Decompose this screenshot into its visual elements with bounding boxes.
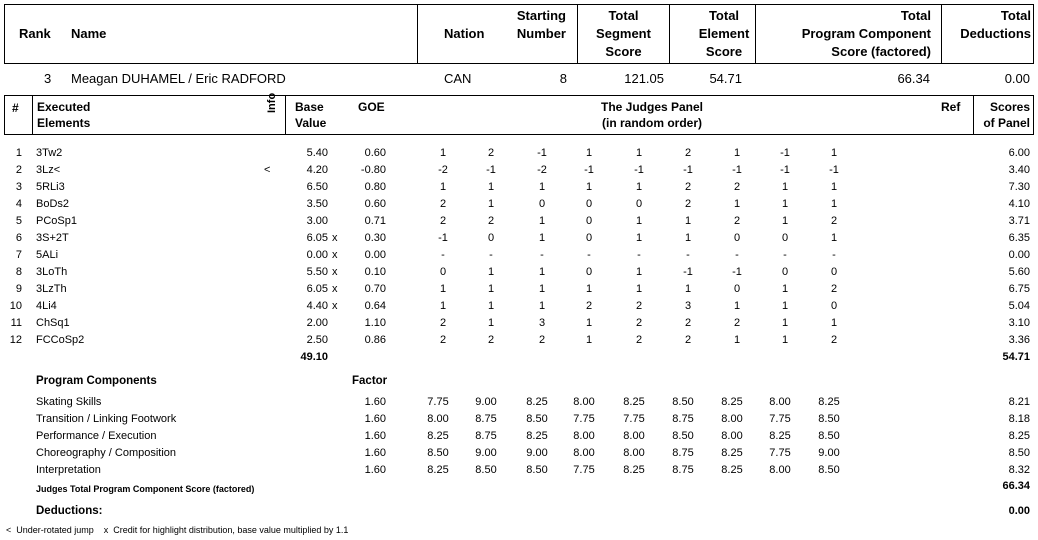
skater-row [0, 69, 1038, 89]
deductions-value: 0.00 [1008, 505, 1030, 517]
judge-mark: 1 [684, 232, 692, 244]
elements-score-total: 54.71 [1002, 351, 1030, 363]
component-name: Interpretation [36, 464, 101, 476]
judge-mark: 8.50 [526, 413, 548, 425]
element-score: 0.00 [1008, 249, 1030, 261]
judge-mark: 1 [487, 317, 495, 329]
judge-mark: 0 [733, 232, 741, 244]
element-goe: 0.00 [364, 249, 386, 261]
total-deductions-header: Total Deductions [960, 8, 1031, 41]
base-value-header: Base Value [295, 100, 327, 130]
element-number: 6 [15, 232, 22, 244]
element-code: PCoSp1 [36, 215, 77, 227]
element-x-flag: x [332, 300, 338, 312]
element-base-value: 4.20 [306, 164, 328, 176]
judge-mark: 1 [439, 181, 447, 193]
judge-mark: 8.25 [526, 396, 548, 408]
nation-header: Nation [444, 26, 485, 41]
deductions-label: Deductions: [36, 505, 103, 517]
component-factor: 1.60 [364, 430, 386, 442]
judge-mark: 0 [585, 266, 593, 278]
judge-mark: 8.50 [526, 464, 548, 476]
judge-mark: 2 [439, 198, 447, 210]
element-score: 5.60 [1008, 266, 1030, 278]
judge-mark: 1 [781, 215, 789, 227]
judge-mark: 2 [635, 317, 643, 329]
element-goe: 0.10 [364, 266, 386, 278]
element-number: 12 [9, 334, 22, 346]
judge-mark: 1 [439, 147, 447, 159]
judge-mark: 2 [733, 181, 741, 193]
judge-mark: -1 [780, 147, 790, 159]
judges-panel-header: The Judges Panel (in random order) [600, 100, 704, 130]
judge-mark: 1 [830, 181, 838, 193]
element-base-value: 5.50 [306, 266, 328, 278]
element-code: 3LoTh [36, 266, 68, 278]
judge-mark: -1 [438, 232, 448, 244]
judge-mark: 8.50 [818, 430, 840, 442]
element-number: 5 [15, 215, 22, 227]
judge-mark: 1 [635, 266, 643, 278]
judge-mark: - [735, 249, 739, 261]
element-base-value: 2.50 [306, 334, 328, 346]
element-number: 9 [15, 283, 22, 295]
element-score: 3.71 [1008, 215, 1030, 227]
component-name: Transition / Linking Footwork [36, 413, 177, 425]
component-score: 8.18 [1008, 413, 1030, 425]
skater-name: Meagan DUHAMEL / Eric RADFORD [71, 71, 286, 86]
skater-rank: 3 [44, 71, 52, 86]
element-goe: 0.30 [364, 232, 386, 244]
element-code: ChSq1 [36, 317, 70, 329]
element-goe: 0.80 [364, 181, 386, 193]
element-base-value: 6.05 [306, 283, 328, 295]
component-score: 8.50 [1008, 447, 1030, 459]
component-factor: 1.60 [364, 464, 386, 476]
judge-mark: 2 [487, 334, 495, 346]
judge-mark: - [587, 249, 591, 261]
judge-mark: 8.25 [721, 447, 743, 459]
total-pcs-header: Total Program Component Score (factored) [801, 8, 931, 59]
judge-mark: 1 [781, 334, 789, 346]
divider [417, 4, 418, 64]
judge-mark: 1 [487, 181, 495, 193]
judge-mark: 1 [684, 283, 692, 295]
judge-mark: 1 [585, 147, 593, 159]
element-score: 3.40 [1008, 164, 1030, 176]
component-name: Choreography / Composition [36, 447, 177, 459]
total-segment-score-header: Total Segment Score [596, 8, 651, 59]
component-name: Performance / Execution [36, 430, 157, 442]
goe-header: GOE [358, 100, 385, 114]
judge-mark: 8.75 [672, 464, 694, 476]
judge-mark: 8.00 [769, 464, 791, 476]
judge-mark: 8.25 [623, 464, 645, 476]
element-code: 3LzTh [36, 283, 67, 295]
judge-mark: 8.00 [573, 430, 595, 442]
judge-mark: - [489, 249, 493, 261]
element-score: 6.75 [1008, 283, 1030, 295]
judge-mark: 1 [635, 147, 643, 159]
skater-start-number: 8 [559, 71, 567, 86]
judge-mark: 8.00 [721, 430, 743, 442]
judge-mark: 1 [781, 300, 789, 312]
judge-mark: - [441, 249, 445, 261]
element-base-value: 6.50 [306, 181, 328, 193]
skater-pcs: 66.34 [897, 71, 930, 86]
judge-mark: 0 [487, 232, 495, 244]
judge-mark: 7.75 [623, 413, 645, 425]
element-code: 3Tw2 [36, 147, 63, 159]
element-code: 5ALi [36, 249, 59, 261]
component-factor: 1.60 [364, 413, 386, 425]
judge-mark: 0 [585, 215, 593, 227]
element-code: 3S+2T [36, 232, 69, 244]
judge-mark: -1 [683, 266, 693, 278]
judge-mark: 2 [830, 215, 838, 227]
element-goe: 0.86 [364, 334, 386, 346]
number-header: # [12, 101, 19, 115]
element-code: 3Lz< [36, 164, 61, 176]
starting-number-header: Starting Number [516, 8, 566, 41]
judge-mark: 3 [538, 317, 546, 329]
judge-mark: 8.50 [427, 447, 449, 459]
judge-mark: 1 [439, 300, 447, 312]
judge-mark: 1 [538, 232, 546, 244]
judge-mark: 1 [635, 181, 643, 193]
judge-mark: 8.25 [427, 430, 449, 442]
judge-mark: 8.00 [623, 447, 645, 459]
judge-mark: 1 [830, 198, 838, 210]
judge-mark: 2 [439, 317, 447, 329]
judge-mark: 1 [487, 266, 495, 278]
element-base-value: 0.00 [306, 249, 328, 261]
executed-elements-header: Executed Elements [37, 100, 91, 130]
judge-mark: 2 [684, 147, 692, 159]
element-number: 2 [15, 164, 22, 176]
judge-mark: 0 [439, 266, 447, 278]
judge-mark: 8.25 [427, 464, 449, 476]
element-goe: 0.71 [364, 215, 386, 227]
elements-header-box [4, 92, 1034, 135]
component-score: 8.32 [1008, 464, 1030, 476]
element-code: BoDs2 [36, 198, 70, 210]
element-base-value: 3.00 [306, 215, 328, 227]
judge-mark: 2 [635, 300, 643, 312]
judge-mark: 8.50 [818, 464, 840, 476]
element-score: 4.10 [1008, 198, 1030, 210]
judge-mark: 1 [585, 283, 593, 295]
judge-mark: - [540, 249, 544, 261]
element-code: 4Li4 [36, 300, 57, 312]
element-number: 4 [15, 198, 22, 210]
judge-mark: -1 [634, 164, 644, 176]
program-components-title: Program Components [36, 375, 157, 387]
judge-mark: 1 [635, 283, 643, 295]
pcs-total-label: Judges Total Program Component Score (factored) [36, 484, 255, 494]
judge-mark: 2 [684, 334, 692, 346]
judge-mark: -1 [829, 164, 839, 176]
judge-mark: 9.00 [475, 396, 497, 408]
element-score: 3.10 [1008, 317, 1030, 329]
judge-mark: 0 [781, 232, 789, 244]
judge-mark: 1 [635, 232, 643, 244]
judge-mark: 1 [487, 198, 495, 210]
skater-tes: 54.71 [709, 71, 742, 86]
judge-mark: 1 [487, 283, 495, 295]
judge-mark: 7.75 [427, 396, 449, 408]
name-header: Name [71, 26, 107, 41]
component-factor: 1.60 [364, 396, 386, 408]
judge-mark: 0 [733, 283, 741, 295]
judge-mark: -2 [438, 164, 448, 176]
pcs-total-value: 66.34 [1002, 480, 1030, 492]
element-base-value: 5.40 [306, 147, 328, 159]
scores-of-panel-header: Scores of Panel [983, 100, 1030, 130]
element-score: 3.36 [1008, 334, 1030, 346]
judge-mark: 7.75 [769, 413, 791, 425]
element-goe: 0.60 [364, 198, 386, 210]
judge-mark: -1 [584, 164, 594, 176]
element-x-flag: x [332, 249, 338, 261]
judge-mark: 2 [439, 215, 447, 227]
judge-mark: 1 [585, 334, 593, 346]
judge-mark: 8.00 [769, 396, 791, 408]
judge-mark: 0 [538, 198, 546, 210]
element-base-value: 3.50 [306, 198, 328, 210]
judge-mark: 2 [733, 215, 741, 227]
element-number: 3 [15, 181, 22, 193]
element-score: 7.30 [1008, 181, 1030, 193]
element-goe: -0.80 [360, 164, 386, 176]
judge-mark: 1 [733, 334, 741, 346]
judge-mark: 8.75 [672, 413, 694, 425]
judge-mark: 0 [585, 198, 593, 210]
element-x-flag: x [332, 232, 338, 244]
base-value-total: 49.10 [300, 351, 328, 363]
judge-mark: -1 [732, 266, 742, 278]
component-name: Skating Skills [36, 396, 102, 408]
element-info: < [264, 164, 271, 176]
judge-mark: 1 [538, 283, 546, 295]
judge-mark: 2 [585, 300, 593, 312]
judge-mark: 1 [538, 266, 546, 278]
element-score: 6.35 [1008, 232, 1030, 244]
judge-mark: 7.75 [769, 447, 791, 459]
judge-mark: 0 [635, 198, 643, 210]
judge-mark: 9.00 [818, 447, 840, 459]
judge-mark: 1 [781, 317, 789, 329]
judge-mark: 2 [487, 215, 495, 227]
judge-mark: 1 [635, 215, 643, 227]
judge-mark: 3 [684, 300, 692, 312]
element-number: 8 [15, 266, 22, 278]
element-number: 1 [15, 147, 22, 159]
judge-mark: 8.00 [573, 396, 595, 408]
judge-mark: - [686, 249, 690, 261]
judge-mark: -1 [780, 164, 790, 176]
judge-mark: 1 [733, 198, 741, 210]
judge-mark: 1 [538, 215, 546, 227]
judge-mark: 9.00 [475, 447, 497, 459]
judge-mark: 1 [585, 317, 593, 329]
judge-mark: 1 [781, 283, 789, 295]
component-score: 8.25 [1008, 430, 1030, 442]
judge-mark: -1 [732, 164, 742, 176]
judge-mark: 8.75 [672, 447, 694, 459]
judge-mark: 2 [538, 334, 546, 346]
judge-mark: - [832, 249, 836, 261]
judge-mark: 8.00 [573, 447, 595, 459]
element-code: FCCoSp2 [36, 334, 85, 346]
judge-mark: 2 [684, 198, 692, 210]
judge-mark: 1 [684, 215, 692, 227]
factor-header: Factor [352, 375, 388, 387]
judge-mark: 1 [781, 181, 789, 193]
judge-mark: 1 [538, 181, 546, 193]
skater-tss: 121.05 [624, 71, 664, 86]
judge-mark: 8.75 [475, 413, 497, 425]
divider [32, 95, 33, 135]
element-x-flag: x [332, 266, 338, 278]
divider [285, 95, 286, 135]
element-score: 6.00 [1008, 147, 1030, 159]
element-base-value: 2.00 [306, 317, 328, 329]
judge-mark: 1 [538, 300, 546, 312]
skater-nation: CAN [444, 71, 472, 86]
info-header: Info [266, 92, 278, 113]
skater-deductions: 0.00 [1004, 71, 1030, 86]
judge-mark: 7.75 [573, 464, 595, 476]
element-number: 7 [15, 249, 22, 261]
judge-mark: 0 [585, 232, 593, 244]
element-code: 5RLi3 [36, 181, 65, 193]
judge-mark: 7.75 [573, 413, 595, 425]
judge-mark: 8.25 [623, 396, 645, 408]
ref-header: Ref [941, 100, 961, 114]
judge-mark: 8.25 [818, 396, 840, 408]
total-element-score-header: Total Element Score [698, 8, 750, 59]
judge-mark: -1 [486, 164, 496, 176]
judge-mark: 0 [781, 266, 789, 278]
element-number: 11 [10, 317, 22, 329]
judge-mark: 9.00 [526, 447, 548, 459]
component-score: 8.21 [1008, 396, 1030, 408]
judge-mark: 1 [830, 147, 838, 159]
judge-mark: 2 [684, 317, 692, 329]
element-base-value: 4.40 [306, 300, 328, 312]
judge-mark: 8.25 [526, 430, 548, 442]
judge-mark: 2 [733, 317, 741, 329]
element-score: 5.04 [1008, 300, 1030, 312]
judge-mark: 1 [585, 181, 593, 193]
judge-mark: - [783, 249, 787, 261]
judge-mark: 8.75 [475, 430, 497, 442]
judge-mark: - [637, 249, 641, 261]
element-goe: 1.10 [364, 317, 386, 329]
judge-mark: -1 [683, 164, 693, 176]
judge-mark: 1 [830, 232, 838, 244]
judge-mark: 8.25 [769, 430, 791, 442]
judge-mark: 0 [830, 300, 838, 312]
judge-mark: 2 [487, 147, 495, 159]
element-goe: 0.60 [364, 147, 386, 159]
element-base-value: 6.05 [306, 232, 328, 244]
judge-mark: 8.50 [672, 396, 694, 408]
judge-mark: 2 [635, 334, 643, 346]
judge-mark: 8.25 [721, 396, 743, 408]
judge-mark: 1 [439, 283, 447, 295]
footnote: < Under-rotated jump x Credit for highlight distribution, base value multiplied by 1.1 [6, 525, 349, 535]
judge-mark: 8.50 [818, 413, 840, 425]
judge-mark: 8.25 [721, 464, 743, 476]
element-goe: 0.64 [364, 300, 386, 312]
judge-mark: 2 [830, 283, 838, 295]
judge-mark: 1 [781, 198, 789, 210]
judge-mark: 1 [733, 147, 741, 159]
judge-mark: 8.00 [427, 413, 449, 425]
judge-mark: 0 [830, 266, 838, 278]
element-x-flag: x [332, 283, 338, 295]
judge-mark: 8.00 [721, 413, 743, 425]
judge-mark: 2 [684, 181, 692, 193]
element-number: 10 [9, 300, 22, 312]
rank-header: Rank [19, 26, 51, 41]
judge-mark: 1 [487, 300, 495, 312]
element-goe: 0.70 [364, 283, 386, 295]
judge-mark: 1 [830, 317, 838, 329]
judge-mark: -2 [537, 164, 547, 176]
judge-mark: 8.50 [475, 464, 497, 476]
judge-mark: 8.00 [623, 430, 645, 442]
judge-mark: 1 [733, 300, 741, 312]
judge-mark: 2 [439, 334, 447, 346]
component-factor: 1.60 [364, 447, 386, 459]
judge-mark: 8.50 [672, 430, 694, 442]
judge-mark: 2 [830, 334, 838, 346]
judge-mark: -1 [537, 147, 547, 159]
